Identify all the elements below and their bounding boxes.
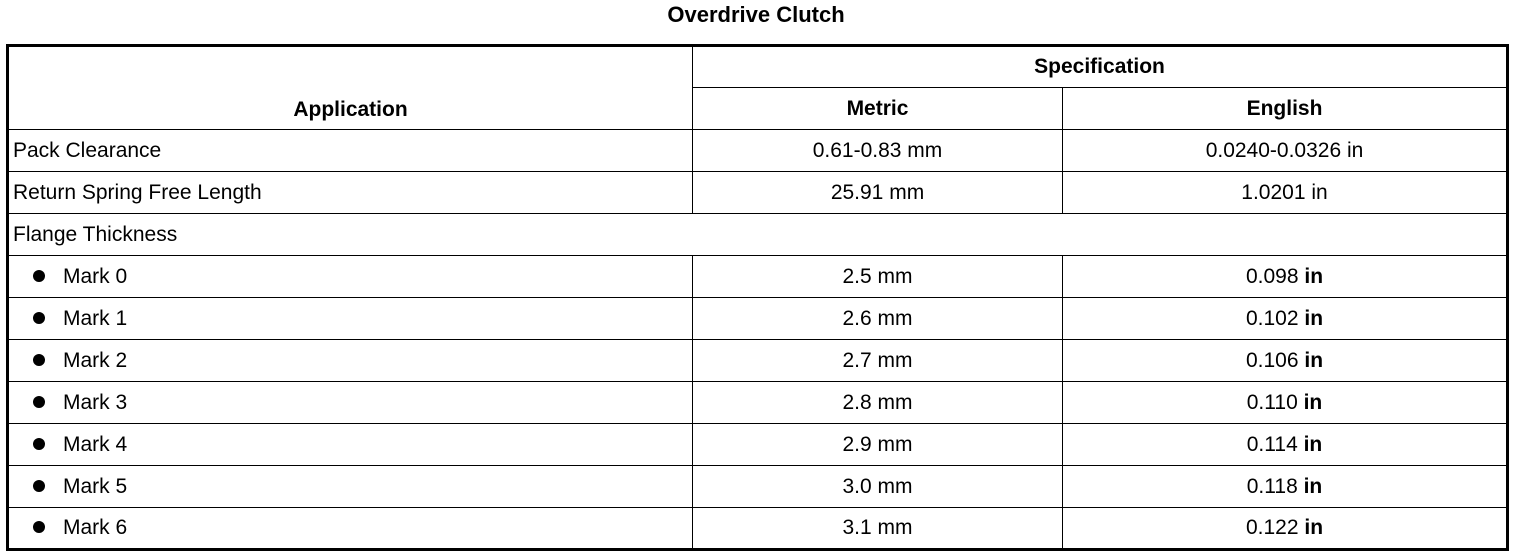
bullet-dot-icon	[33, 521, 45, 533]
english-cell	[1063, 298, 1508, 340]
bullet-dot-icon	[33, 480, 45, 492]
mark-label: Mark 6	[63, 516, 128, 539]
table-row	[8, 508, 1508, 550]
mark-label: Mark 3	[63, 390, 128, 414]
english-cell	[1063, 340, 1508, 382]
english-unit: in	[1303, 432, 1323, 456]
english-cell	[1063, 424, 1508, 466]
metric-cell: 3.1 mm	[693, 508, 1063, 550]
table-row	[8, 424, 1508, 466]
english-cell	[1063, 466, 1508, 508]
metric-cell: 2.9 mm	[693, 424, 1063, 466]
english-value: 0.106	[1245, 348, 1299, 372]
mark-label: Mark 0	[63, 264, 128, 288]
application-cell	[8, 382, 693, 424]
table-row	[8, 256, 1508, 298]
english-cell: 0.0240-0.0326 in	[1063, 130, 1508, 172]
group-header-row	[8, 214, 1508, 256]
mark-label: Mark 4	[63, 432, 128, 456]
header-row-top	[8, 46, 1508, 88]
bullet-dot-icon	[33, 312, 45, 324]
application-cell: Pack Clearance	[8, 130, 693, 172]
english-value: 0.102	[1245, 306, 1299, 330]
english-unit: in	[1304, 306, 1324, 330]
application-cell	[8, 466, 693, 508]
bullet-dot-icon	[33, 270, 45, 282]
english-value: 0.122	[1245, 516, 1299, 539]
metric-cell: 2.6 mm	[693, 298, 1063, 340]
english-unit: in	[1304, 264, 1324, 288]
english-value: 0.114	[1246, 432, 1298, 456]
english-value: 0.110	[1246, 390, 1298, 414]
english-cell	[1063, 382, 1508, 424]
application-cell	[8, 508, 693, 550]
application-cell	[8, 256, 693, 298]
application-cell: Return Spring Free Length	[8, 172, 693, 214]
table-row	[8, 382, 1508, 424]
english-value: 0.098	[1245, 264, 1299, 288]
table-row	[8, 340, 1508, 382]
application-cell	[8, 298, 693, 340]
english-unit: in	[1303, 474, 1323, 498]
english-unit: in	[1304, 516, 1324, 539]
metric-cell: 2.8 mm	[693, 382, 1063, 424]
mark-label: Mark 2	[63, 348, 128, 372]
application-cell	[8, 340, 693, 382]
metric-cell: 3.0 mm	[693, 466, 1063, 508]
group-items	[8, 256, 1508, 550]
metric-header: Metric	[693, 88, 1063, 130]
english-header: English	[1063, 88, 1508, 130]
english-unit: in	[1304, 348, 1324, 372]
english-cell	[1063, 256, 1508, 298]
table-row	[8, 466, 1508, 508]
bullet-dot-icon	[33, 438, 45, 450]
application-header: Application	[8, 46, 693, 130]
metric-cell: 25.91 mm	[693, 172, 1063, 214]
english-unit: in	[1303, 390, 1323, 414]
english-cell: 1.0201 in	[1063, 172, 1508, 214]
table-row	[8, 298, 1508, 340]
mark-label: Mark 1	[63, 306, 128, 330]
table-row	[8, 172, 1508, 214]
bullet-dot-icon	[33, 354, 45, 366]
spec-table	[6, 44, 1509, 551]
metric-cell: 2.5 mm	[693, 256, 1063, 298]
specification-header: Specification	[693, 46, 1508, 88]
english-value: 0.118	[1246, 474, 1298, 498]
mark-label: Mark 5	[63, 474, 128, 498]
english-cell	[1063, 508, 1508, 550]
page-title: Overdrive Clutch	[667, 2, 845, 27]
table-row	[8, 130, 1508, 172]
metric-cell: 0.61-0.83 mm	[693, 130, 1063, 172]
bullet-dot-icon	[33, 396, 45, 408]
group-label-cell: Flange Thickness	[8, 214, 1508, 256]
application-cell	[8, 424, 693, 466]
metric-cell: 2.7 mm	[693, 340, 1063, 382]
